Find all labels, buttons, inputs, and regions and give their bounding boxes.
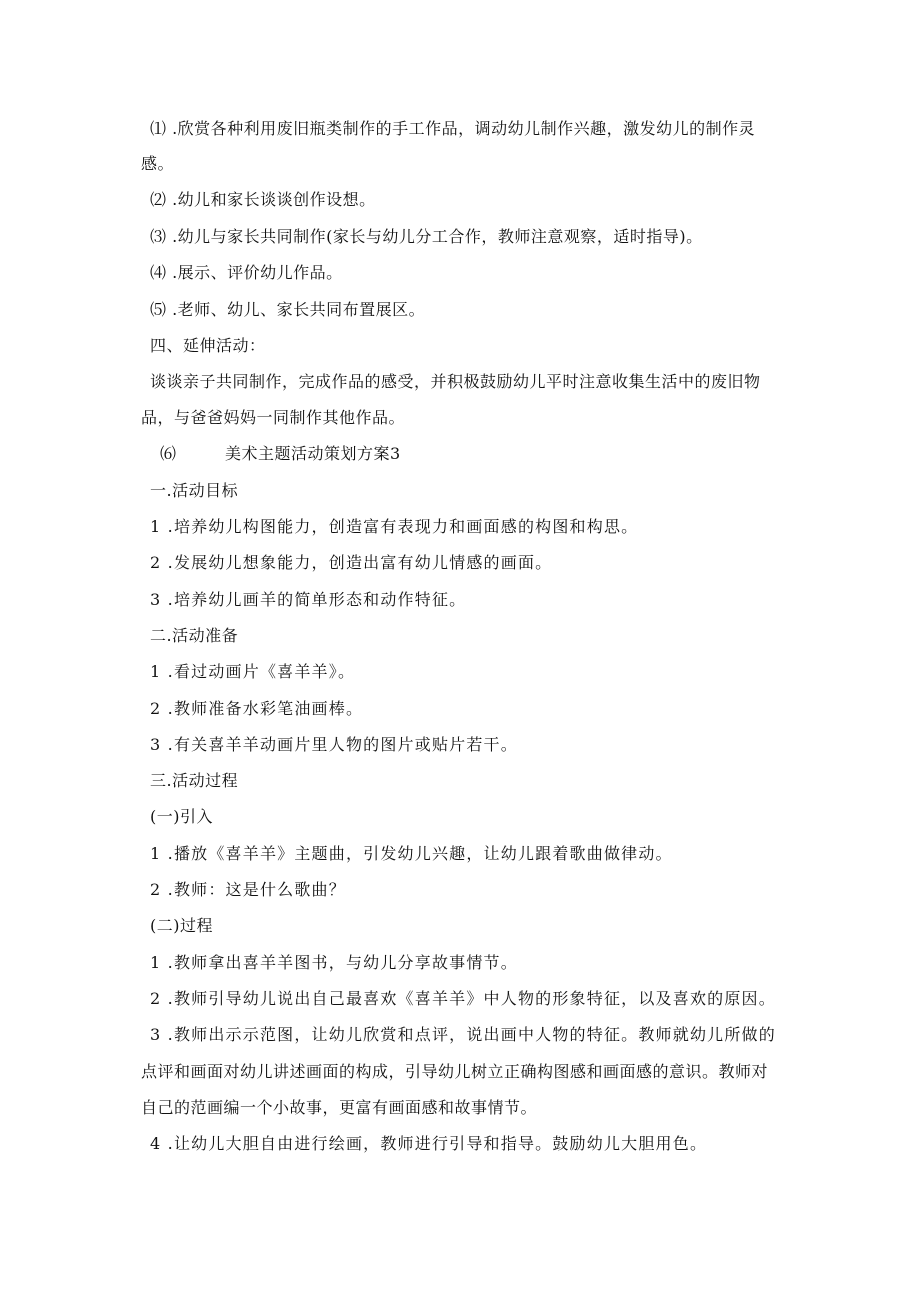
text-line: 2 .教师准备水彩笔油画棒。 xyxy=(150,699,364,718)
text-line: 品，与爸爸妈妈一同制作其他作品。 xyxy=(141,408,406,427)
text-line: 点评和画面对幼儿讲述画面的构成，引导幼儿树立正确构图感和画面感的意识。教师对 xyxy=(141,1062,769,1081)
section-title: 美术主题活动策划方案3 xyxy=(225,444,401,463)
section-heading: 四、延伸活动： xyxy=(150,336,266,355)
text-line: ⑵ .幼儿和家长谈谈创作设想。 xyxy=(150,190,376,209)
subsection-heading: (二)过程 xyxy=(150,916,213,935)
text-line: 4 .让幼儿大胆自由进行绘画，教师进行引导和指导。鼓励幼儿大胆用色。 xyxy=(150,1134,708,1153)
text-line: 3 .培养幼儿画羊的简单形态和动作特征。 xyxy=(150,590,467,609)
section-heading: 二.活动准备 xyxy=(150,626,239,645)
text-line: ⑶ .幼儿与家长共同制作(家长与幼儿分工合作，教师注意观察，适时指导)。 xyxy=(150,227,703,246)
text-line: 1 .看过动画片《喜羊羊》。 xyxy=(150,662,356,681)
text-line: 1 .教师拿出喜羊羊图书，与幼儿分享故事情节。 xyxy=(150,953,518,972)
text-line: 自己的范画编一个小故事，更富有画面感和故事情节。 xyxy=(141,1098,538,1117)
text-line: 1 .播放《喜羊羊》主题曲，引发幼儿兴趣，让幼儿跟着歌曲做律动。 xyxy=(150,844,673,863)
text-line: 2 .教师：这是什么歌曲？ xyxy=(150,880,346,899)
text-line: 3 .教师出示示范图，让幼儿欣赏和点评，说出画中人物的特征。教师就幼儿所做的 xyxy=(150,1025,776,1044)
text-line: ⑸ .老师、幼儿、家长共同布置展区。 xyxy=(150,300,426,319)
text-line: 1 .培养幼儿构图能力，创造富有表现力和画面感的构图和构思。 xyxy=(150,517,639,536)
text-line: ⑴ .欣赏各种利用废旧瓶类制作的手工作品，调动幼儿制作兴趣，激发幼儿的制作灵 xyxy=(150,119,756,138)
text-line: 3 .有关喜羊羊动画片里人物的图片或贴片若干。 xyxy=(150,735,518,754)
text-line: 2 .教师引导幼儿说出自己最喜欢《喜羊羊》中人物的形象特征，以及喜欢的原因。 xyxy=(150,989,776,1008)
section-heading: 三.活动过程 xyxy=(150,771,239,790)
subsection-heading: (一)引入 xyxy=(150,807,213,826)
text-line: ⑷ .展示、评价幼儿作品。 xyxy=(150,263,343,282)
text-line: 谈谈亲子共同制作，完成作品的感受，并积极鼓励幼儿平时注意收集生活中的废旧物 xyxy=(150,372,761,391)
text-line: 感。 xyxy=(141,154,175,173)
text-line: 2 .发展幼儿想象能力，创造出富有幼儿情感的画面。 xyxy=(150,553,553,572)
section-heading: 一.活动目标 xyxy=(150,481,239,500)
list-marker: ⑹ xyxy=(160,444,177,463)
